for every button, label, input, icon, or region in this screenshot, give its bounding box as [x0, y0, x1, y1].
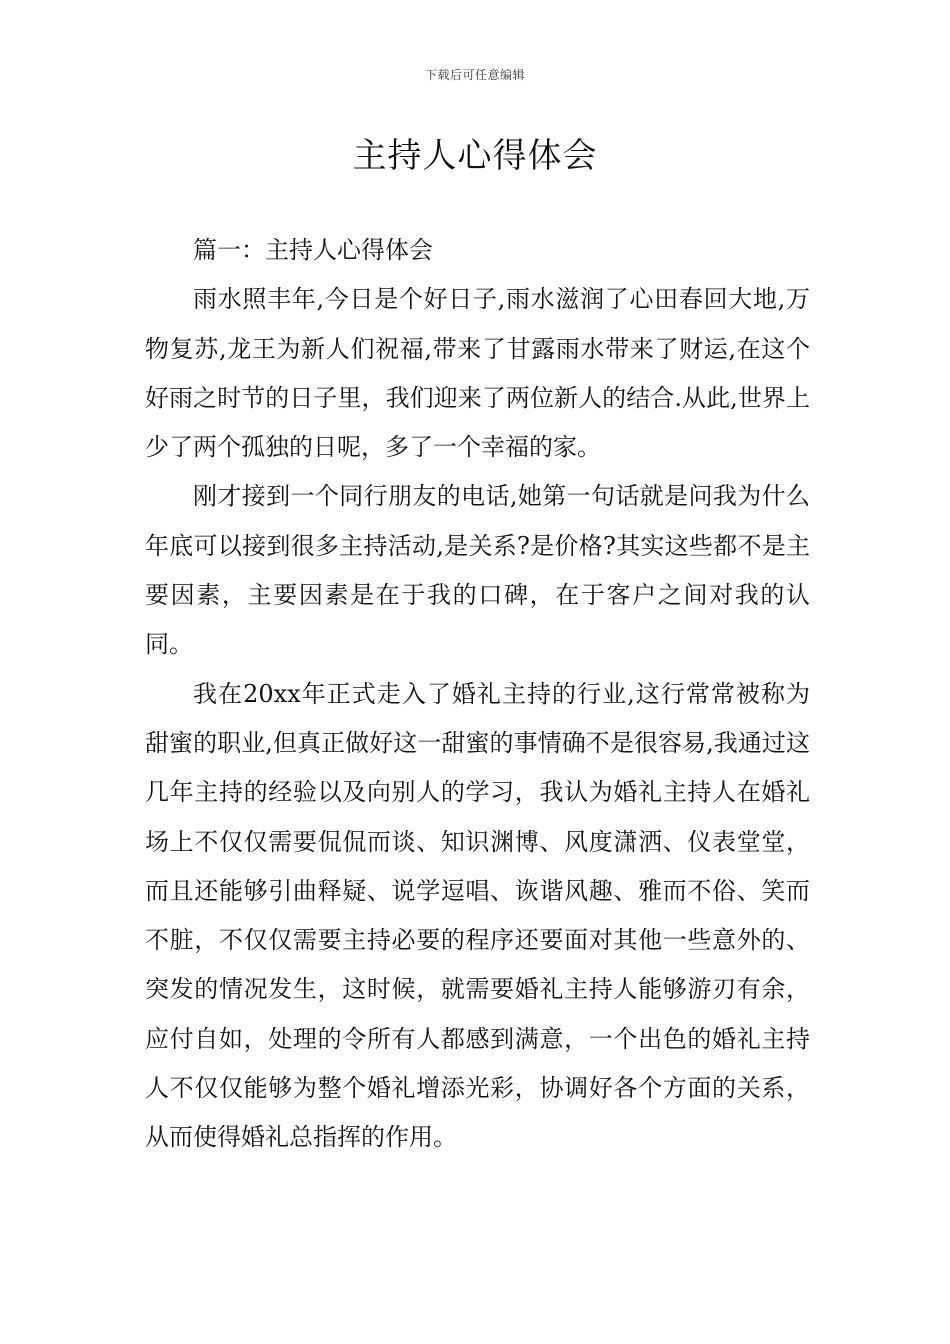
section-heading: 篇一：主持人心得体会	[193, 236, 433, 264]
header-note: 下载后可任意编辑	[424, 68, 525, 82]
document-body	[145, 226, 810, 1163]
paragraph-3: 我在20xx年正式走入了婚礼主持的行业,这行常常被称为甜蜜的职业,但真正做好这一甜蜜的事情确不是很容易,我通过这几年主持的经验以及向别人的学习，我认为婚礼主持人在婚礼场上不仅仅需要侃侃而谈、知识渊博、风度潇洒、仪表堂堂，而且还能够引曲释疑、说学逗唱、诙谐风趣、雅而不俗、笑而不脏，不仅仅需要主持必要的程序还要面对其他一些意外的、突发的情况发生，这时候，就需要婚礼主持人能够游刃有余，应付自如，处理的令所有人都感到满意，一个出色的婚礼主持人不仅仅能够为整个婚礼增添光彩，协调好各个方面的关系，从而使得婚礼总指挥的作用。	[145, 679, 810, 1152]
paragraph-1: 雨水照丰年,今日是个好日子,雨水滋润了心田春回大地,万物复苏,龙王为新人们祝福,带来了甘露雨水带来了财运,在这个好雨之时节的日子里，我们迎来了两位新人的结合.从此,世界上少了两个孤独的日呢，多了一个幸福的家。	[145, 285, 810, 462]
document-title: 主持人心得体会	[352, 136, 598, 176]
paragraph-2: 刚才接到一个同行朋友的电话,她第一句话就是问我为什么年底可以接到很多主持活动,是关系?是价格?其实这些都不是主要因素，主要因素是在于我的口碑，在于客户之间对我的认同。	[145, 482, 810, 659]
